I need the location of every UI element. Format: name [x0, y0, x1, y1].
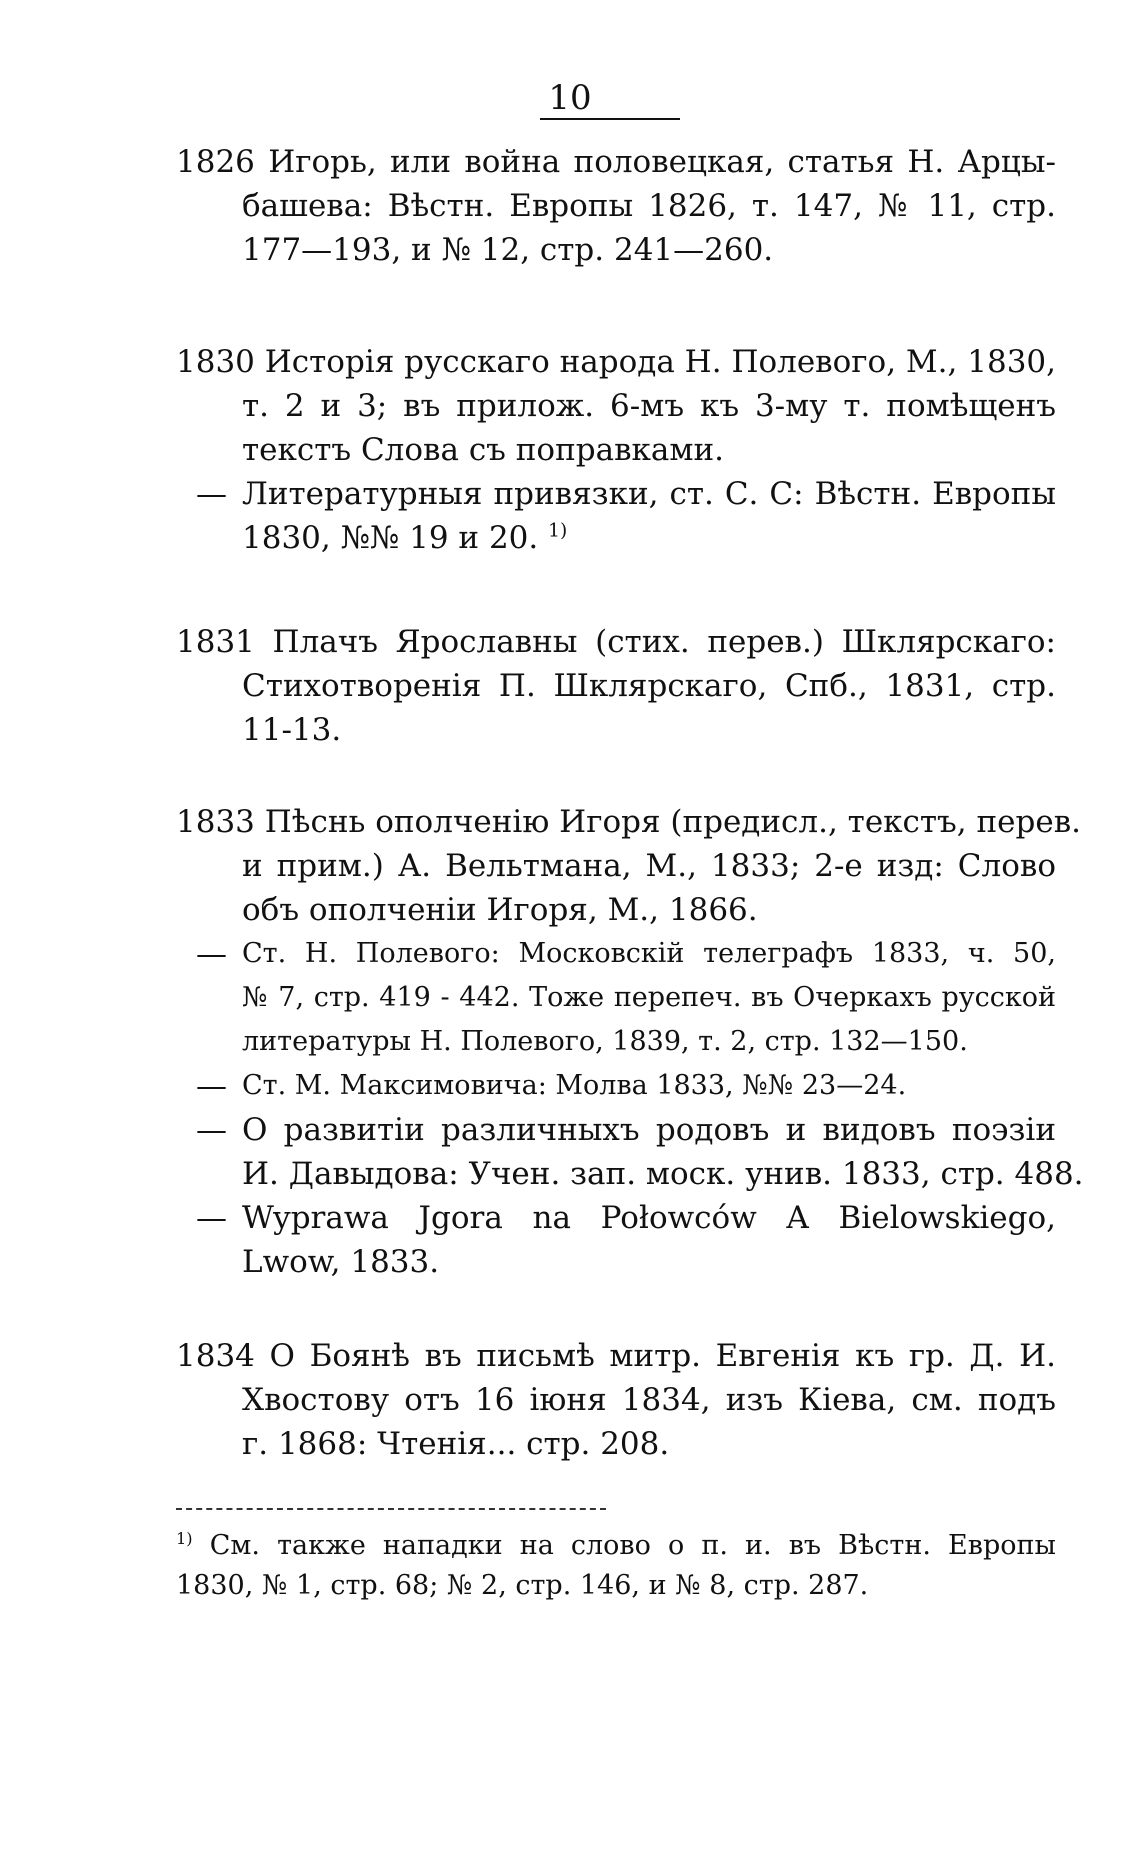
entry-1834-line-3: г. 1868: Чтенія... стр. 208. — [242, 1426, 670, 1462]
entry-1834-line-1: 1834 О Боянѣ въ письмѣ митр. Евгенія къ гр. Д. И. — [176, 1338, 1056, 1374]
dash-mark: — — [196, 476, 227, 512]
entry-1833-sub-3-line-2: И. Давыдова: Учен. зап. моск. унив. 1833, стр. 488. — [242, 1156, 1084, 1192]
entry-1826 — [176, 140, 1056, 272]
entry-1826-line-1: 1826 Игорь, или война половецкая, статья Н. Арцы- — [176, 144, 1056, 180]
entry-1831-line-2: Стихотворенія П. Шклярскаго, Спб., 1831, стр. — [242, 668, 1056, 704]
dash-mark: — — [196, 936, 227, 972]
footnote — [176, 1526, 1056, 1606]
entry-1833-sub-4 — [176, 1196, 1056, 1240]
page-number: 10 — [548, 78, 592, 118]
footnote-line-1-text: См. также нападки на слово о п. и. въ Вѣстн. Европы — [209, 1530, 1056, 1561]
entry-1833-sub-2 — [176, 1064, 1056, 1108]
entry-1833-sub-2-line-1: Ст. М. Максимовича: Молва 1833, №№ 23—24. — [242, 1070, 907, 1101]
entry-1826-line-2: башева: Вѣстн. Европы 1826, т. 147, № 11, стр. — [242, 188, 1056, 224]
entry-1830 — [176, 340, 1056, 560]
entry-1833-sub-1-line-1: Ст. Н. Полевого: Московскій телеграфъ 1833, ч. 50, — [242, 938, 1056, 969]
entry-1833-sub-1-line-2: № 7, стр. 419 - 442. Тоже перепеч. въ Очеркахъ русской — [242, 982, 1056, 1013]
footnote-line-2: 1830, № 1, стр. 68; № 2, стр. 146, и № 8, стр. 287. — [176, 1570, 869, 1601]
entry-1833-sub-4-line-1: Wyprawa Jgora na Połowców A Bielowskiego, — [242, 1200, 1056, 1236]
entry-1834 — [176, 1334, 1056, 1466]
entry-1833-line-2: и прим.) А. Вельтмана, М., 1833; 2-е изд: Слово — [242, 848, 1056, 884]
entry-1830-sub-1 — [176, 472, 1056, 516]
entry-1833 — [176, 800, 1084, 1284]
entry-1826-line-3: 177—193, и № 12, стр. 241—260. — [242, 232, 774, 268]
entry-1831-line-1: 1831 Плачъ Ярославны (стих. перев.) Шклярскаго: — [176, 624, 1056, 660]
footnote-reference[interactable]: 1) — [548, 520, 568, 542]
page-number-rule — [540, 118, 680, 120]
entry-1833-line-3: объ ополченіи Игоря, М., 1866. — [242, 892, 758, 928]
dash-mark: — — [196, 1200, 227, 1236]
entry-1830-sub-1-line-1: Литературныя привязки, ст. С. С: Вѣстн. Европы — [242, 476, 1056, 512]
dash-mark: — — [196, 1112, 227, 1148]
entry-1833-sub-4-line-2: Lwow, 1833. — [242, 1244, 440, 1280]
footnote-line-1 — [176, 1526, 1056, 1566]
entry-1833-sub-3 — [176, 1108, 1056, 1152]
footnote-marker: 1) — [176, 1529, 193, 1548]
entry-1831-line-3: 11-13. — [242, 712, 342, 748]
entry-1830-line-1: 1830 Исторія русскаго народа Н. Полевого, М., 1830, — [176, 344, 1056, 380]
entry-1830-sub-1-line-2-text: 1830, №№ 19 и 20. — [242, 520, 539, 556]
entry-1833-sub-3-line-1: О развитіи различныхъ родовъ и видовъ поэзіи — [242, 1112, 1056, 1148]
entry-1834-line-2: Хвостову отъ 16 іюня 1834, изъ Кіева, см. подъ — [242, 1382, 1056, 1418]
dash-mark: — — [196, 1068, 227, 1104]
entry-1833-sub-1 — [176, 932, 1056, 976]
entry-1830-line-2: т. 2 и 3; въ прилож. 6-мъ къ 3-му т. помѣщенъ — [242, 388, 1056, 424]
entry-1833-sub-1-line-3: литературы Н. Полевого, 1839, т. 2, стр. 132—150. — [242, 1026, 968, 1057]
footnote-rule — [176, 1508, 606, 1510]
entry-1830-line-3: текстъ Слова съ поправками. — [242, 432, 725, 468]
entry-1830-sub-1-line-2 — [176, 516, 1056, 560]
entry-1831 — [176, 620, 1056, 752]
entry-1833-line-1: 1833 Пѣснь ополченію Игоря (предисл., текстъ, перев. — [176, 804, 1081, 840]
